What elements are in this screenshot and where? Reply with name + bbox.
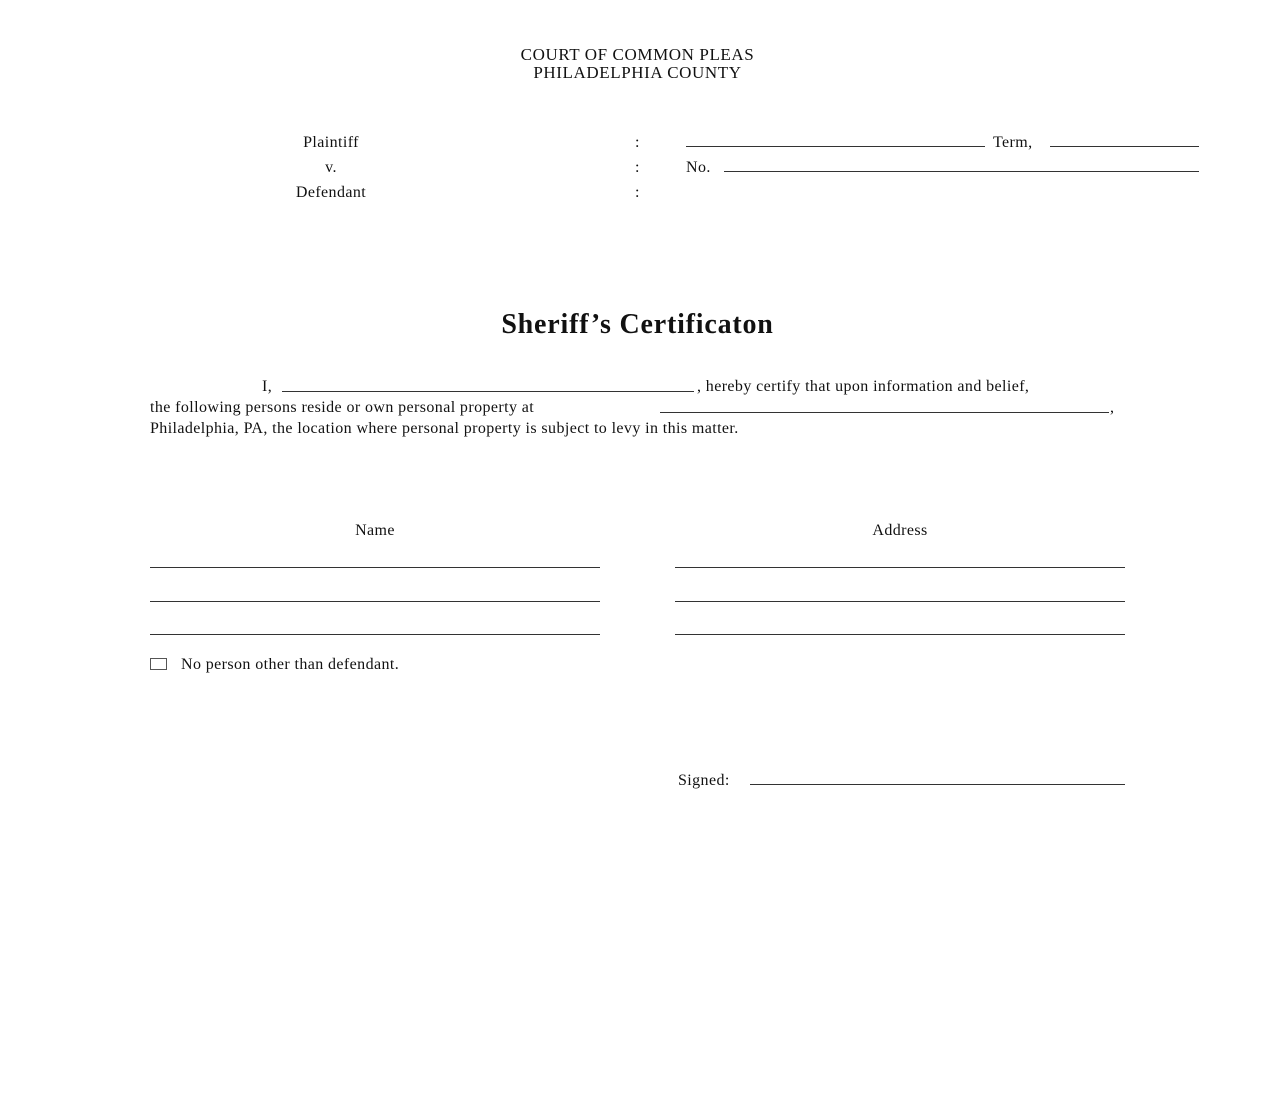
address-entry-line[interactable]: [675, 634, 1125, 635]
certifier-name-line[interactable]: [282, 391, 694, 392]
signed-label: Signed:: [678, 772, 730, 789]
comma: ,: [1110, 399, 1115, 416]
colon-separator: :: [635, 159, 640, 176]
name-entry-line[interactable]: [150, 634, 600, 635]
month-field-line[interactable]: [686, 146, 985, 147]
colon-separator: :: [635, 184, 640, 201]
plaintiff-label: Plaintiff: [303, 134, 359, 151]
signature-line[interactable]: [750, 784, 1125, 785]
name-entry-line[interactable]: [150, 601, 600, 602]
name-column-header: Name: [355, 522, 395, 539]
address-entry-line[interactable]: [675, 601, 1125, 602]
property-address-line[interactable]: [660, 412, 1109, 413]
certification-clause-2: the following persons reside or own personal property at: [150, 399, 535, 416]
term-field-line[interactable]: [1050, 146, 1199, 147]
document-title: Sheriff’s Certificaton: [501, 309, 774, 340]
court-name: COURT OF COMMON PLEAS: [520, 45, 755, 64]
county-name: PHILADELPHIA COUNTY: [533, 63, 742, 82]
defendant-label: Defendant: [295, 184, 367, 201]
court-header: [0, 46, 1275, 82]
certification-clause-1: , hereby certify that upon information and belief,: [697, 378, 1030, 395]
case-number-label: No.: [686, 159, 711, 176]
versus-label: v.: [325, 159, 337, 176]
case-number-field-line[interactable]: [724, 171, 1199, 172]
no-other-person-label: No person other than defendant.: [181, 656, 400, 673]
address-entry-line[interactable]: [675, 567, 1125, 568]
name-entry-line[interactable]: [150, 567, 600, 568]
certification-clause-3: Philadelphia, PA, the location where personal property is subject to levy in this matter.: [150, 420, 739, 437]
term-label: Term,: [993, 134, 1033, 151]
address-column-header: Address: [872, 522, 928, 539]
certifier-prefix: I,: [262, 378, 273, 395]
no-other-person-checkbox[interactable]: [150, 658, 167, 670]
colon-separator: :: [635, 134, 640, 151]
